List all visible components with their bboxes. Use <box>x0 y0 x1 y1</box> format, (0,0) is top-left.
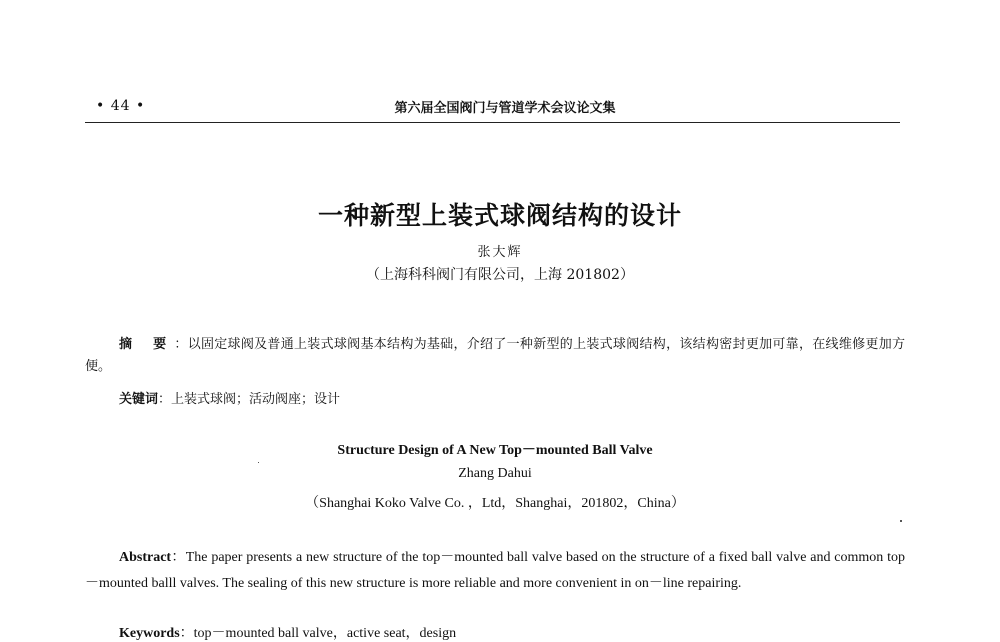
keywords-en-label: Keywords <box>119 626 180 641</box>
affiliation-cn: （上海科科阀门有限公司，上海 201802） <box>366 267 634 283</box>
keywords-cn-label: 关键词 <box>119 392 159 407</box>
abstract-cn-label: 摘 要 <box>119 337 175 352</box>
abstract-en-text: ：The paper presents a new structure of the top－mounted ball valve based on the structure of a fixed ball valve and common top－mounted balll valves. The sealing of this new structure is more reliable and more convenient in on－line repairing. <box>85 550 905 591</box>
scan-speck <box>900 520 902 522</box>
scan-speck <box>258 462 259 463</box>
header-rule <box>85 122 900 123</box>
abstract-en-label: Abstract <box>119 550 172 565</box>
author-cn: 张大辉 <box>477 245 523 260</box>
keywords-cn-text: ：上装式球阀；活动阀座；设计 <box>158 392 341 407</box>
keywords-en-text: ：top－mounted ball valve，active seat，design <box>179 626 457 641</box>
author-en: Zhang Dahui <box>458 466 532 481</box>
page-number: • 44 • <box>96 98 146 114</box>
affiliation-en: （Shanghai Koko Valve Co. ，Ltd，Shanghai，201802，China） <box>305 496 685 511</box>
running-header-title: 第六届全国阀门与管道学术会议论文集 <box>394 101 616 116</box>
keywords-cn <box>119 388 899 407</box>
abstract-cn-text: ：以固定球阀及普通上装式球阀基本结构为基础，介绍了一种新型的上装式球阀结构，该结构密封更加可靠，在线维修更加方便。 <box>85 337 905 374</box>
abstract-cn <box>85 334 905 378</box>
keywords-en <box>119 622 899 642</box>
paper-title-cn: 一种新型上装式球阀结构的设计 <box>317 201 682 230</box>
abstract-en <box>85 545 905 597</box>
paper-title-en: Structure Design of A New Top－mounted Ball Valve <box>337 443 653 458</box>
